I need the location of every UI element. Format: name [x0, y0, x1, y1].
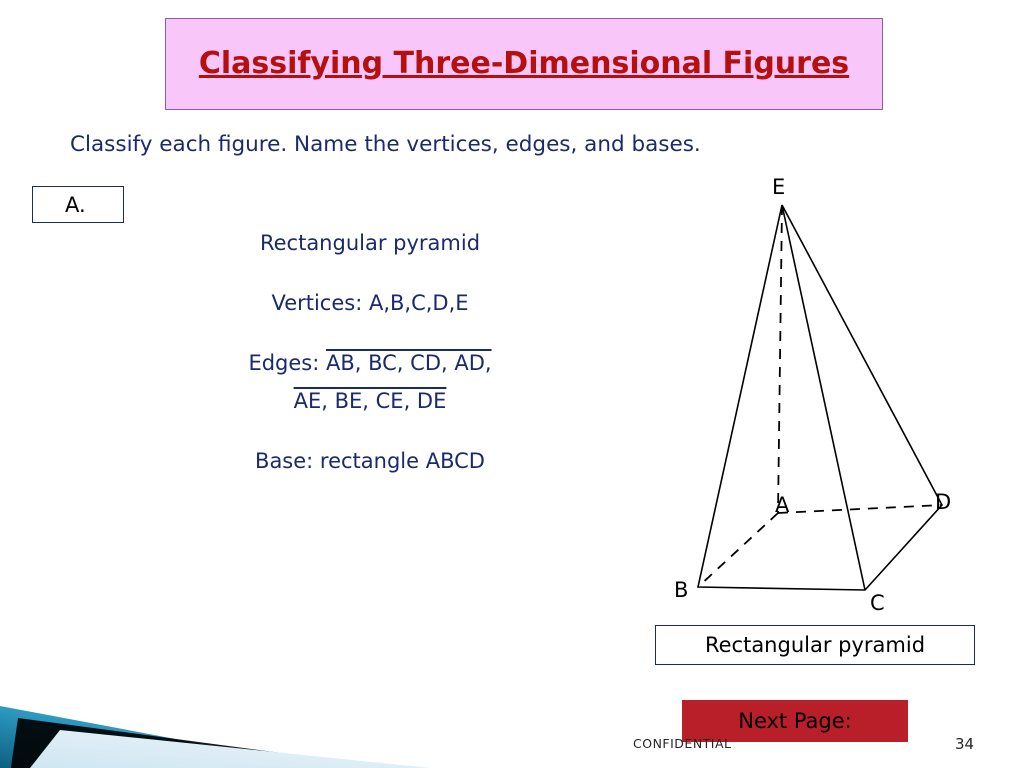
page-title: Classifying Three-Dimensional Figures — [198, 46, 850, 81]
footer-page-number: 34 — [955, 735, 975, 753]
vertex-label-E: E — [772, 175, 786, 199]
next-page-label: Next Page: — [738, 709, 852, 733]
pyramid-edge-AB-hidden — [698, 513, 778, 587]
rectangular-pyramid-figure — [630, 175, 1010, 625]
answer-base: Base: rectangle ABCD — [255, 449, 485, 473]
problem-letter-label: A. — [32, 186, 124, 223]
vertex-label-C: C — [870, 591, 885, 615]
figure-caption-text: Rectangular pyramid — [704, 633, 926, 657]
pyramid-solid-edges — [698, 205, 942, 590]
corner-decoration — [0, 638, 430, 768]
corner-black-shape — [10, 718, 430, 768]
answer-vertices: Vertices: A,B,C,D,E — [271, 291, 469, 315]
instruction-text: Classify each figure. Name the vertices, edges, and bases. — [70, 132, 701, 157]
edges-list-line1: AB, BC, CD, AD, — [325, 351, 492, 375]
edges-prefix: Edges: — [248, 351, 326, 375]
pyramid-drawing — [630, 175, 1010, 625]
title-box — [165, 18, 883, 110]
pyramid-edge-EC — [782, 205, 865, 590]
answer-classification: Rectangular pyramid — [259, 231, 481, 255]
answer-block — [120, 226, 620, 478]
vertex-label-D: D — [935, 490, 952, 514]
vertex-label-A: A — [775, 493, 790, 517]
corner-light-shape — [30, 730, 430, 768]
answer-edges — [120, 346, 620, 418]
pyramid-edge-AD-hidden — [778, 505, 942, 513]
pyramid-edge-EA-hidden — [778, 205, 782, 513]
figure-caption-box — [655, 625, 975, 665]
vertex-label-B: B — [674, 578, 689, 602]
edges-list-line2: AE, BE, CE, DE — [293, 389, 447, 413]
corner-teal-shape — [0, 706, 330, 768]
footer-confidential: CONFIDENTIAL — [633, 736, 732, 751]
